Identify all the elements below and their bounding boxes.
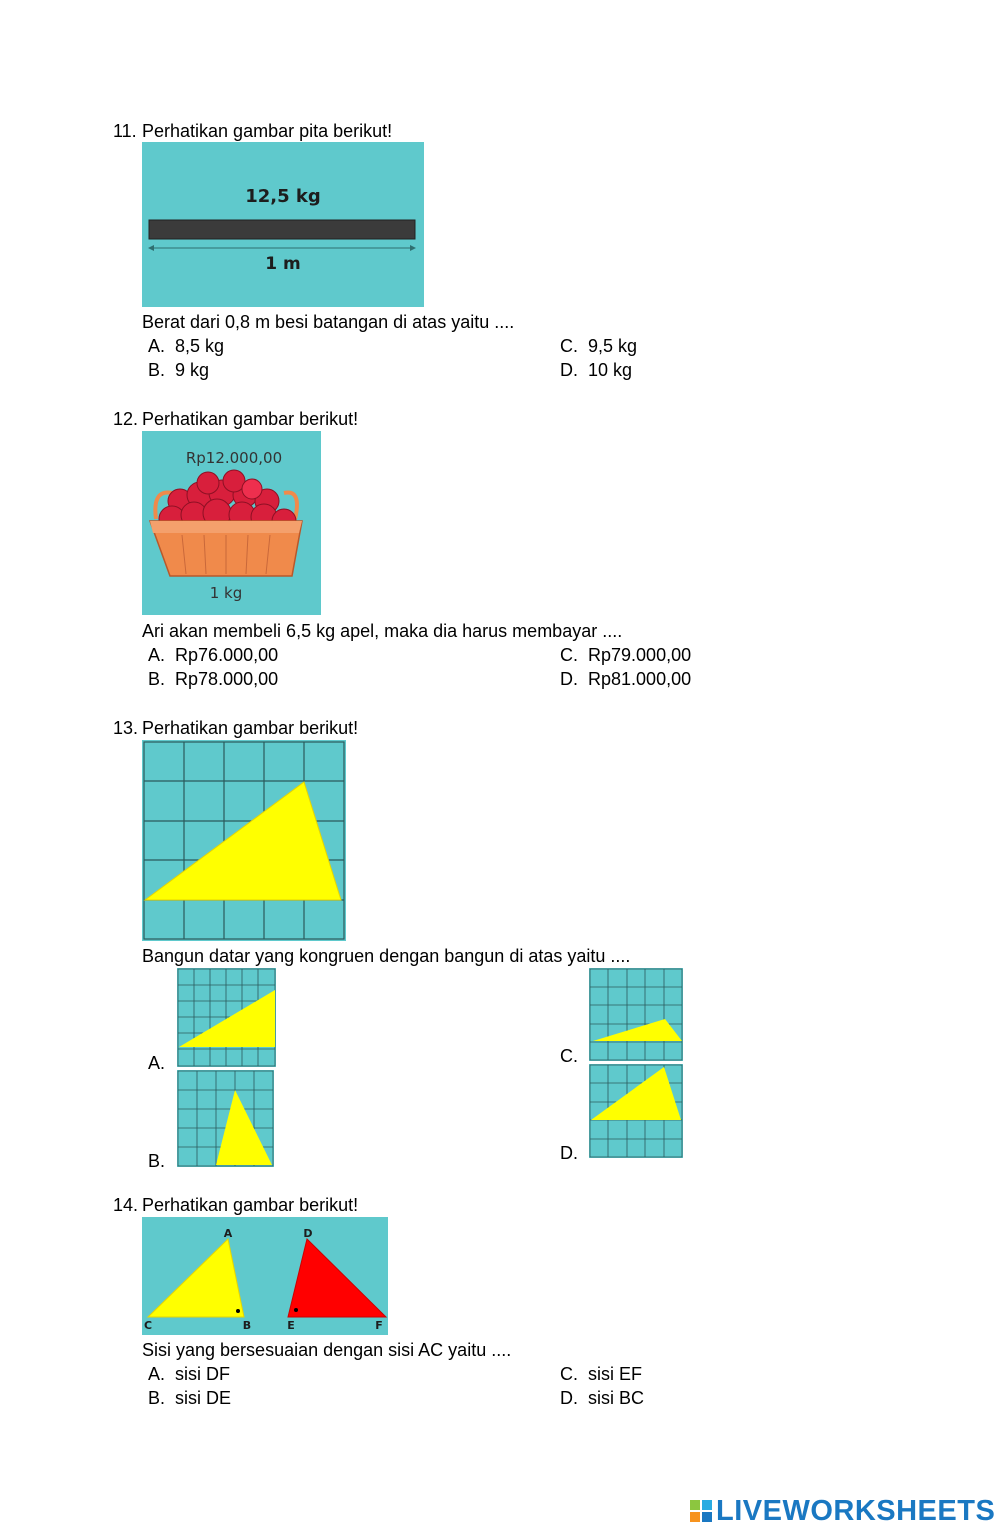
q13-yellow-triangle xyxy=(145,782,341,900)
q13-option-d-figure[interactable] xyxy=(589,1064,683,1158)
q12-option-c[interactable] xyxy=(560,644,691,666)
q13-number: 13. xyxy=(113,718,139,738)
q11-question: Berat dari 0,8 m besi batangan di atas yaitu .... xyxy=(142,312,515,332)
q12-option-b[interactable] xyxy=(148,668,278,690)
option-letter: D. xyxy=(560,1388,578,1408)
logo-wordmark: LIVEWORKSHEETS xyxy=(716,1494,996,1527)
q11-ribbon-figure xyxy=(142,142,424,307)
q13-grid-triangle-figure xyxy=(142,740,346,941)
q11-option-d[interactable] xyxy=(560,359,632,381)
q13-prompt: Perhatikan gambar berikut! xyxy=(142,718,359,738)
q11-iron-bar xyxy=(149,220,415,239)
q14-triangles-figure xyxy=(142,1217,388,1335)
option-letter: C. xyxy=(560,1364,578,1384)
q13-option-d-triangle xyxy=(591,1067,681,1120)
option-letter: A. xyxy=(148,336,166,356)
q14-prompt: Perhatikan gambar berikut! xyxy=(142,1195,359,1215)
option-text: Rp78.000,00 xyxy=(175,669,279,689)
option-letter: A. xyxy=(148,645,166,665)
q13-question: Bangun datar yang kongruen dengan bangun di atas yaitu .... xyxy=(142,946,631,966)
option-letter: C. xyxy=(560,645,578,665)
q14-option-a[interactable] xyxy=(148,1363,230,1385)
vertex-a: A xyxy=(223,1227,233,1240)
q11-option-a[interactable] xyxy=(148,335,224,357)
vertex-f: F xyxy=(375,1319,383,1332)
q11-option-c[interactable] xyxy=(560,335,637,357)
q13-option-a-letter[interactable]: A. xyxy=(148,1053,166,1073)
q12-prompt: Perhatikan gambar berikut! xyxy=(142,409,359,429)
q12-question: Ari akan membeli 6,5 kg apel, maka dia harus membayar .... xyxy=(142,621,623,641)
right-angle-dot-e xyxy=(294,1308,298,1312)
q14-option-b[interactable] xyxy=(148,1387,231,1409)
q12-option-a[interactable] xyxy=(148,644,278,666)
q12-apple-basket-figure xyxy=(142,431,321,615)
q13-option-c-figure[interactable] xyxy=(589,968,683,1061)
right-angle-dot-b xyxy=(236,1309,240,1313)
option-letter: C. xyxy=(560,336,578,356)
vertex-c: C xyxy=(143,1319,153,1332)
q12-weight-label: 1 kg xyxy=(209,584,243,602)
option-letter: B. xyxy=(148,1388,166,1408)
q12-number: 12. xyxy=(113,409,139,429)
q12-option-d[interactable] xyxy=(560,668,691,690)
q14-question: Sisi yang bersesuaian dengan sisi AC yaitu .... xyxy=(142,1340,512,1360)
liveworksheets-logo[interactable] xyxy=(690,1494,995,1528)
option-text: Rp76.000,00 xyxy=(175,645,279,665)
option-text: Rp79.000,00 xyxy=(588,645,692,665)
triangle-def xyxy=(288,1239,386,1317)
option-text: 10 kg xyxy=(588,360,633,380)
option-text: 8,5 kg xyxy=(175,336,225,356)
option-text: sisi DF xyxy=(175,1364,231,1384)
option-text: 9,5 kg xyxy=(588,336,638,356)
q13-option-a-triangle xyxy=(179,990,275,1047)
q13-option-b-figure[interactable] xyxy=(177,1070,274,1167)
vertex-d: D xyxy=(303,1227,313,1240)
q13-option-c-letter[interactable]: C. xyxy=(560,1046,578,1066)
q13-option-a-figure[interactable] xyxy=(177,968,276,1067)
option-text: 9 kg xyxy=(175,360,210,380)
q13-option-b-letter[interactable]: B. xyxy=(148,1151,166,1171)
option-letter: D. xyxy=(560,360,578,380)
option-text: Rp81.000,00 xyxy=(588,669,692,689)
q11-length-label: 1 m xyxy=(265,254,301,274)
triangle-abc xyxy=(148,1239,244,1317)
q11-number: 11. xyxy=(113,121,137,141)
q11-option-b[interactable] xyxy=(148,359,209,381)
q13-option-c-triangle xyxy=(593,1019,682,1041)
option-letter: B. xyxy=(148,669,166,689)
option-letter: A. xyxy=(148,1364,166,1384)
q13-option-b-triangle xyxy=(216,1090,272,1165)
vertex-e: E xyxy=(287,1319,295,1332)
q14-number: 14. xyxy=(113,1195,139,1215)
q11-weight-label: 12,5 kg xyxy=(245,186,321,207)
option-letter: D. xyxy=(560,669,578,689)
q14-option-d[interactable] xyxy=(560,1387,644,1409)
q11-prompt: Perhatikan gambar pita berikut! xyxy=(142,121,393,141)
q13-option-d-letter[interactable]: D. xyxy=(560,1143,578,1163)
option-text: sisi EF xyxy=(588,1364,643,1384)
logo-blocks-icon xyxy=(690,1500,712,1522)
option-text: sisi BC xyxy=(588,1388,645,1408)
option-text: sisi DE xyxy=(175,1388,232,1408)
option-letter: B. xyxy=(148,360,166,380)
vertex-b: B xyxy=(242,1319,252,1332)
q14-option-c[interactable] xyxy=(560,1363,642,1385)
q12-price-label: Rp12.000,00 xyxy=(185,449,283,467)
